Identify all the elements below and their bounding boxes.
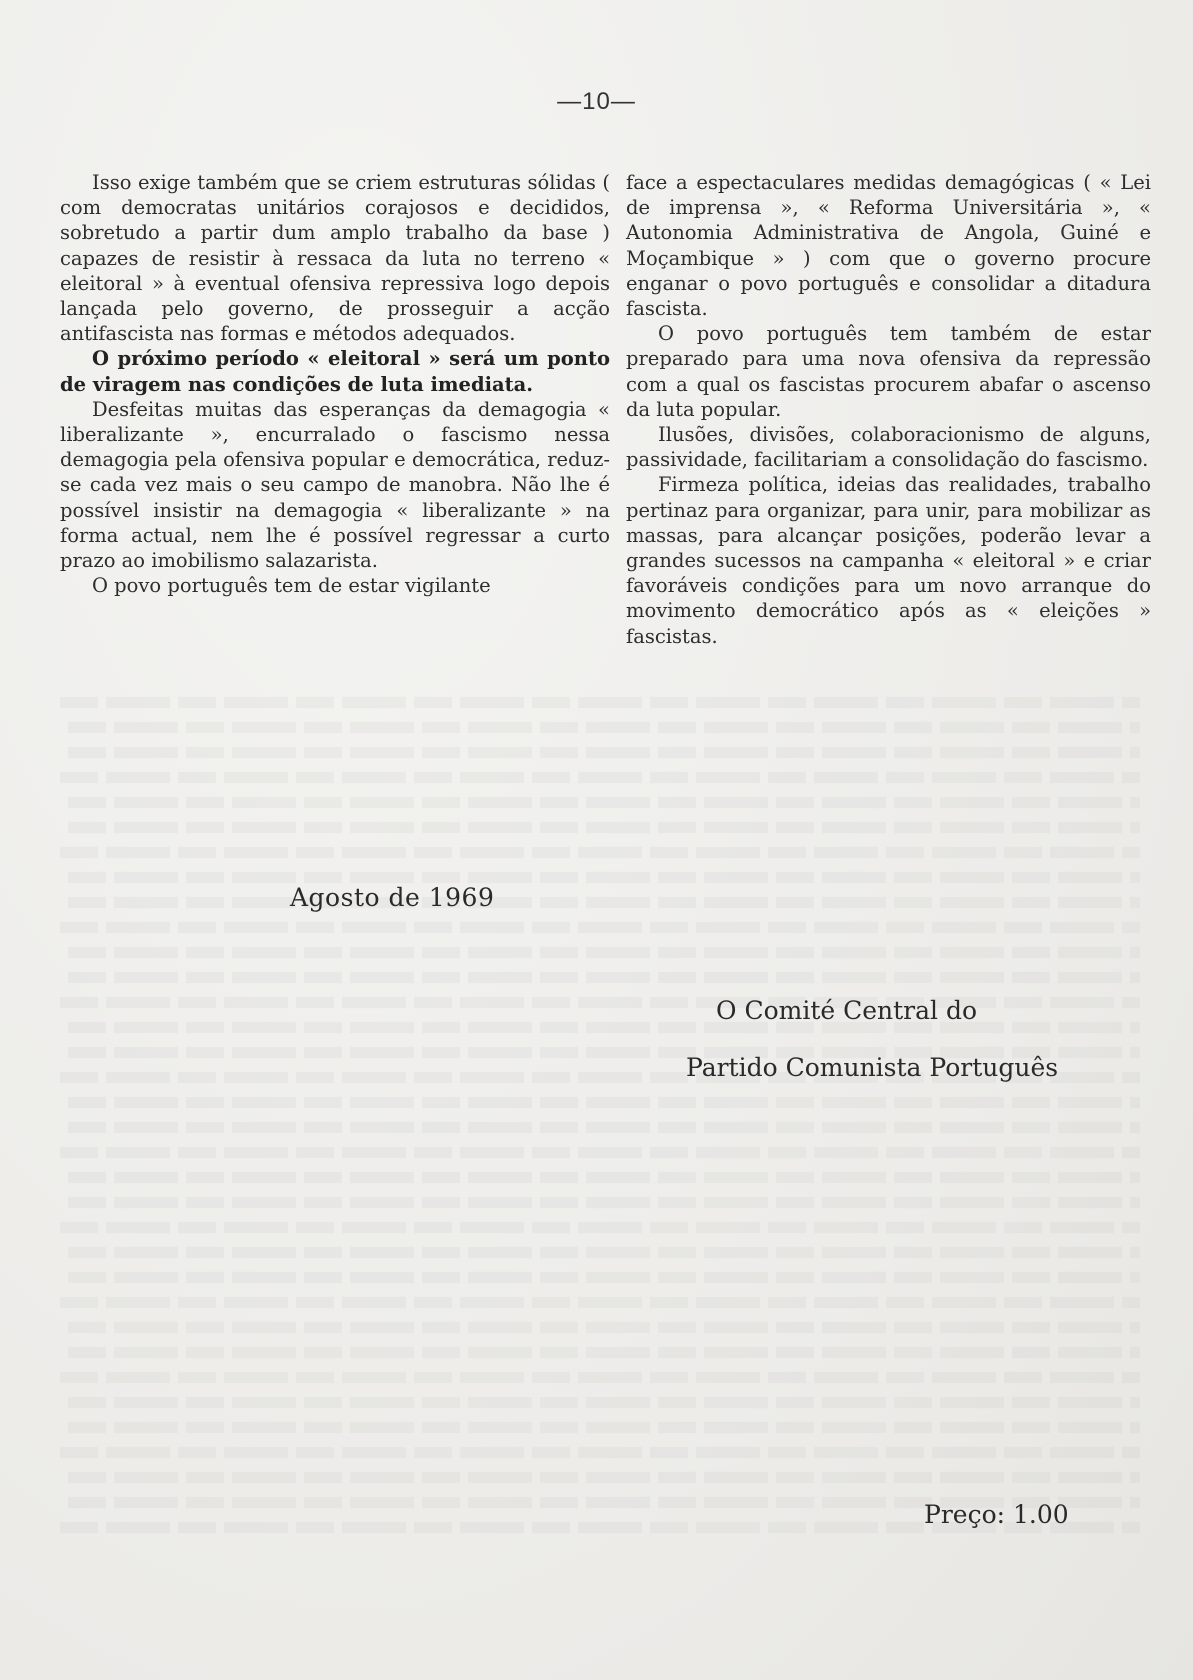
paragraph: face a espectaculares medidas demagógicas ( « Lei de imprensa », « Reforma Universitária », « Autonomia Administrativa de Angola, Guiné e Moçambique » ) com que o governo procure enganar o povo português e consolidar a ditadura fascista. [626, 171, 1151, 321]
bleed-through-line [68, 1272, 1140, 1283]
bleed-through-line [68, 722, 1140, 733]
bleed-through-line [68, 1422, 1140, 1433]
paragraph: O povo português tem também de estar preparado para uma nova ofensiva da repressão com a qual os fascistas procurem abafar o ascenso da luta popular. [626, 322, 1151, 421]
bleed-through-line [68, 1472, 1140, 1483]
bleed-through-line [60, 847, 1140, 858]
bleed-through-line [68, 1322, 1140, 1333]
bleed-through-line [68, 1347, 1140, 1358]
bleed-through-line [68, 747, 1140, 758]
bleed-through-line [68, 947, 1140, 958]
bleed-through-line [60, 1147, 1140, 1158]
paragraph: O povo português tem de estar vigilante [92, 574, 491, 598]
bleed-through-line [68, 872, 1140, 883]
bleed-through-line [68, 897, 1140, 908]
bleed-through-line [68, 1172, 1140, 1183]
bleed-through-line [68, 1247, 1140, 1258]
paragraph: Ilusões, divisões, colaboracionismo de alguns, passividade, facilitariam a consolidação do fascismo. [626, 423, 1151, 472]
bleed-through-line [68, 1122, 1140, 1133]
bleed-through-line [60, 772, 1140, 783]
right-column [626, 170, 1151, 649]
signature-line-1: O Comité Central do [716, 996, 978, 1025]
date-line: Agosto de 1969 [290, 883, 495, 912]
bleed-through-line [68, 972, 1140, 983]
bleed-through-line [60, 1372, 1140, 1383]
paragraph-emphasis: O próximo período « eleitoral » será um ponto de viragem nas condições de luta imediata. [60, 347, 610, 396]
bleed-through-line [68, 797, 1140, 808]
bleed-through-line [68, 1397, 1140, 1408]
bleed-through-line [68, 1197, 1140, 1208]
paragraph: Isso exige também que se criem estruturas sólidas ( com democratas unitários corajosos e decididos, sobretudo a partir dum amplo trabalho da base ) capazes de resistir à ressaca da luta no terreno « eleitoral » à eventual ofensiva repressiva logo depois lançada pelo governo, de prosseguir a acção antifascista nas formas e métodos adequados. [60, 171, 610, 346]
bleed-through-line [68, 1097, 1140, 1108]
bleed-through-line [68, 822, 1140, 833]
left-column [60, 170, 610, 598]
bleed-through-line [60, 1297, 1140, 1308]
bleed-through-text [60, 690, 1140, 1590]
bleed-through-line [60, 1447, 1140, 1458]
paragraph: Desfeitas muitas das esperanças da demagogia « liberalizante », encurralado o fascismo nessa demagogia pela ofensiva popular e democrática, reduz-se cada vez mais o seu campo de manobra. Não lhe é possível insistir na demagogia « liberalizante » na forma actual, nem lhe é possível regressar a curto prazo ao imobilismo salazarista. [60, 397, 610, 573]
paragraph: Firmeza política, ideias das realidades, trabalho pertinaz para organizar, para unir, para mobilizar as massas, para alcançar posições, poderão levar a grandes sucessos na campanha « eleitoral » e criar favoráveis condições para um novo arranque do movimento democrático após as « eleições » fascistas. [626, 473, 1151, 648]
signature-line-2: Partido Comunista Português [686, 1053, 1059, 1082]
bleed-through-line [60, 697, 1140, 708]
price-label: Preço: 1.00 [924, 1500, 1069, 1529]
bleed-through-line [60, 1222, 1140, 1233]
page-number: —10— [557, 88, 636, 115]
bleed-through-line [60, 922, 1140, 933]
